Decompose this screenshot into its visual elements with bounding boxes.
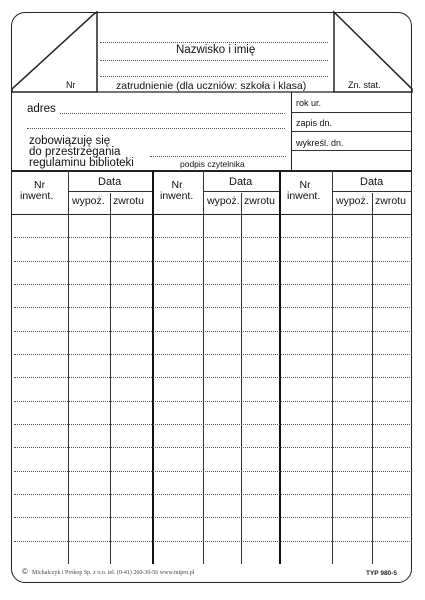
removed-label: wykreśl. dn.	[296, 138, 344, 148]
borrow-header: wypoż.	[336, 195, 369, 207]
return-header: zwrotu	[375, 195, 406, 207]
commitment-line-3: regulaminu biblioteki	[29, 157, 134, 169]
group-divider	[152, 171, 154, 564]
date-header: Data	[360, 176, 384, 188]
address-line-2	[27, 128, 285, 129]
nr-label: Nr	[66, 80, 76, 90]
date-divider	[110, 193, 111, 564]
date-header: Data	[98, 176, 122, 188]
left-corner-triangle	[12, 12, 97, 92]
return-header: zwrotu	[113, 195, 144, 207]
table-row	[14, 541, 410, 542]
date-header: Data	[229, 176, 253, 188]
group-divider	[279, 171, 281, 564]
table-row	[14, 331, 410, 332]
record-label: zapis dn.	[296, 118, 333, 128]
date-divider	[372, 193, 373, 564]
inventory-header-line-2: inwent.	[287, 190, 321, 202]
inventory-divider	[203, 171, 204, 564]
date-divider	[241, 193, 242, 564]
table-row	[14, 377, 410, 378]
inventory-header-line-2: inwent.	[160, 190, 194, 202]
type-code: TYP 980-5	[366, 570, 397, 577]
table-row	[14, 261, 410, 262]
inventory-divider	[68, 171, 69, 564]
table-row	[14, 307, 410, 308]
table-row	[14, 401, 410, 402]
inventory-divider	[332, 171, 333, 564]
table-row	[14, 237, 410, 238]
copyright-icon: ©	[22, 567, 28, 576]
table-row	[14, 494, 410, 495]
date-subheader-line	[203, 191, 279, 192]
signature-caption: podpis czytelnika	[180, 159, 245, 169]
year-line	[291, 112, 412, 113]
date-subheader-line	[332, 191, 412, 192]
record-line	[291, 131, 412, 132]
inventory-header-line-1: Nr	[171, 179, 183, 191]
inventory-header-line-1: Nr	[299, 179, 311, 191]
date-subheader-line	[68, 191, 152, 192]
table-row	[14, 424, 410, 425]
status-label: Zn. stat.	[348, 80, 381, 90]
table-row	[14, 354, 410, 355]
table-row	[14, 471, 410, 472]
employment-label: zatrudnienie (dla uczniów: szkoła i klasa)	[116, 80, 307, 92]
publisher-text: Michalczyk i Prokop Sp. z o.o. tel. (0-41) 260-30-56 www.mipro.pl	[32, 570, 195, 576]
commitment-line-2: do przestrzegania	[29, 146, 121, 158]
commitment-line-1: zobowiązuję się	[29, 135, 111, 147]
address-line-1	[60, 113, 285, 114]
table-row	[14, 284, 410, 285]
address-label: adres	[27, 103, 56, 115]
table-row	[14, 447, 410, 448]
header-bottom-line	[12, 214, 412, 215]
inventory-header-line-1: Nr	[34, 179, 46, 191]
removed-line	[291, 150, 412, 151]
return-header: zwrotu	[244, 195, 275, 207]
name-line-2	[100, 60, 328, 61]
borrow-header: wypoż.	[72, 195, 105, 207]
name-line-1	[100, 42, 328, 43]
employment-line	[100, 76, 328, 77]
year-label: rok ur.	[296, 98, 322, 108]
inventory-header-line-2: inwent.	[20, 190, 54, 202]
table-row	[14, 517, 410, 518]
signature-line	[150, 156, 286, 157]
name-label: Nazwisko i imię	[176, 44, 256, 56]
borrow-header: wypoż.	[207, 195, 240, 207]
